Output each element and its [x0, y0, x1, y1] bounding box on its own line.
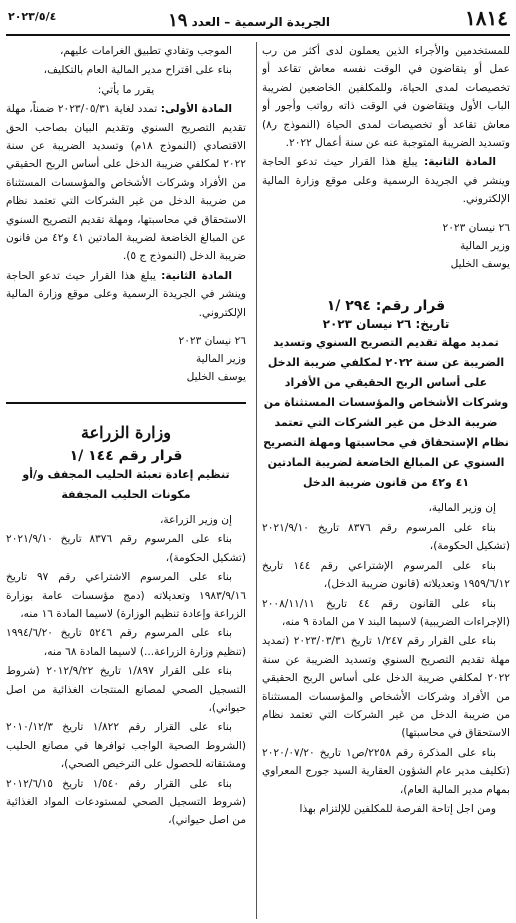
- signature-title: وزير المالية: [195, 353, 246, 366]
- right-column: [262, 42, 510, 919]
- gazette-title-text: الجريدة الرسمية – العدد: [191, 15, 330, 29]
- decision-number: قرار رقم ١٤٤ /١: [69, 447, 183, 464]
- signature-block: [262, 219, 510, 273]
- preamble-line: بناء على المرسوم الإشتراعي رقم ١٤٤ تاريخ ١٩٥٩/٦/١٢ وتعديلاته (قانون ضريبة الدخل)،: [262, 559, 510, 591]
- decision-number: قرار رقم: ٢٩٤ /١: [326, 297, 446, 314]
- article-text: يبلغ هذا القرار حيث تدعو الحاجة وينشر في الجريدة الرسمية وعلى موقع وزارة المالية الإلكتروني.: [6, 269, 246, 319]
- decides-line: يقرر ما يأتي:: [97, 83, 155, 96]
- issue-number: ١٩: [168, 10, 188, 31]
- page-header: [6, 4, 510, 36]
- preamble-line: ومن اجل إتاحة الفرصة للمكلفين للإلتزام بهذا: [299, 802, 496, 815]
- continuation-line: بناء على اقتراح مدير المالية العام بالتكليف،: [43, 64, 232, 77]
- gazette-title: [168, 10, 330, 31]
- article-text: تمدد لغاية ٢٠٢٣/٠٥/٣١ ضمناً، مهلة تقديم التصريح السنوي وتقديم البيان بصاحب الحق الاقتصادي (النموذج ١٨م) وتسديد الضريبة عن سنة ٢٠٢٢ لمكلفي ضريبة الدخل على أساس الربح الحقيقي من الأفراد وشركات الأشخاص والمؤسسات المستثناة من ضريبة الدخل من غير الشركات التي تعتمد نظام الاستحقاق في محاسبتها، ومهلة تقديم التصريح السنوي عن المبالغ الخاضعة لضريبة المادتين ٤١ و٤٢ من قانون ضريبة الدخل (النموذج ج ٥).: [6, 103, 246, 263]
- ministry-heading: وزارة الزراعة: [80, 423, 172, 443]
- article-label: المادة الثانية:: [424, 156, 496, 169]
- signature-title: وزير المالية: [459, 239, 510, 252]
- preamble-line: بناء على المرسوم رقم ٥٢٤٦ تاريخ ١٩٩٤/٦/٢٠ (تنظيم وزارة الزراعة...) لاسيما المادة ٦٨ منه،: [6, 627, 246, 658]
- signature-date: ٢٦ نيسان ٢٠٢٣: [442, 221, 510, 234]
- preamble-line: إن وزير الزراعة،: [160, 513, 232, 526]
- preamble-line: بناء على القرار ١/٨٩٧ تاريخ ٢٠١٢/٩/٢٢ (شروط التسجيل الصحي لمصانع المنتجات الغذائية من اصل حيواني)،: [6, 665, 246, 714]
- continued-paragraph: للمستخدمين والأجراء الذين يعملون لدى أكثر من رب عمل أو يتقاضون في الوقت نفسه معاش تقاعد أو تخصيصات لمدى الحياة، وللمكلفين الخاضعين لضريبة الباب الأول ويتقاضون في الوقت ذاته رواتب وأجور أو معاش تقاعد أو تخصيصات لمدى الحياة (النموذج ر٨) وتسديد الضريبة المتوجبة عنه عن سنة أعمال ٢٠٢٢.: [262, 45, 510, 150]
- continuation-line: الموجب وتفادي تطبيق الغرامات عليهم،: [59, 45, 232, 57]
- decision-title: تنظيم إعادة تعبئة الحليب المجفف و/أو مكونات الحليب المجففة: [22, 467, 230, 501]
- signature-name: يوسف الخليل: [450, 257, 510, 270]
- preamble-line: بناء على القانون رقم ٤٤ تاريخ ٢٠٠٨/١١/١١ (الإجراءات الضريبية) لاسيما البند ٧ من المادة ٩ منه،: [262, 597, 510, 628]
- preamble-line: بناء على القرار رقم ١/٢٤٧ تاريخ ٢٠٢٣/٠٣/٣١ (تمديد مهلة تقديم التصريح السنوي وتسديد الضريبة عن سنة ٢٠٢٢ لمكلفي ضريبة الدخل على أساس الربح الحقيقي من الأفراد وشركات الأشخاص والمؤسسات المستثناة من ضريبة الدخل من غير الشركات التي تعتمد نظام الاستحقاق في محاسبتها): [262, 635, 510, 740]
- left-column: [6, 42, 246, 919]
- article-2-right: [262, 153, 510, 208]
- article-2-left: [6, 267, 246, 322]
- signature-block: [6, 332, 246, 386]
- preamble-line: بناء على القرار رقم ١/٨٢٢ تاريخ ٢٠١٠/١٢/٣ (الشروط الصحية الواجب توافرها في مصانع الحليب ومشتقاته للحصول على الترخيص الصحي)،: [6, 721, 246, 771]
- preamble-line: بناء على المذكرة رقم ٢٢٥٨/ص١ تاريخ ٢٠٢٠/٠٧/٢٠ (تكليف مدير عام الشؤون العقارية السيد جورج المعراوي بمهام مدير المالية العام)،: [262, 746, 510, 796]
- issue-date: ٢٠٢٣/٥/٤: [8, 10, 57, 23]
- page-number: ١٨١٤: [465, 6, 508, 30]
- preamble-line: بناء على المرسوم الاشتراعي رقم ٩٧ تاريخ ١٩٨٣/٩/١٦ وتعديلاته (دمج مؤسسات عامة بوزارة الزراعة وإعادة تنظيم الوزارة) لاسيما المادة ١٦ منه،: [6, 571, 246, 620]
- article-label: المادة الثانية:: [161, 269, 232, 282]
- article-label: المادة الأولى:: [160, 103, 233, 116]
- signature-name: يوسف الخليل: [186, 371, 246, 384]
- decision-title: تمديد مهلة تقديم التصريح السنوي وتسديد الضريبة عن سنة ٢٠٢٢ لمكلفي ضريبة الدخل على أساس الربح الحقيقي من الأفراد وشركات الأشخاص والمؤسسات المستثناة من ضريبة الدخل من غير الشركات التي تعتمد نظام الإستحقاق في محاسبتها ومهلة التصريح السنوي عن المبالغ الخاضعة لضريبة المادتين ٤١ و٤٢ من قانون ضريبة الدخل: [263, 336, 509, 490]
- preamble-line: بناء على المرسوم رقم ٨٣٧٦ تاريخ ٢٠٢١/٩/١٠ (تشكيل الحكومة)،: [6, 533, 246, 564]
- article-1: [6, 100, 246, 266]
- preamble-line: بناء على القرار رقم ١/٥٤٠ تاريخ ٢٠١٢/٦/١٥ (شروط التسجيل الصحي لمستودعات المواد الغذائية من اصل حيواني)،: [6, 777, 246, 827]
- signature-date: ٢٦ نيسان ٢٠٢٣: [178, 335, 246, 348]
- article-text: يبلغ هذا القرار حيث تدعو الحاجة وينشر في الجريدة الرسمية وعلى موقع وزارة المالية الإلكتروني.: [262, 156, 510, 206]
- decision-date: تاريخ: ٢٦ نيسان ٢٠٢٣: [322, 317, 450, 332]
- section-separator: [6, 402, 246, 404]
- preamble-line: بناء على المرسوم رقم ٨٣٧٦ تاريخ ٢٠٢١/٩/١٠ (تشكيل الحكومة)،: [262, 521, 510, 553]
- preamble-line: إن وزير المالية،: [428, 502, 496, 515]
- column-divider: [256, 42, 257, 919]
